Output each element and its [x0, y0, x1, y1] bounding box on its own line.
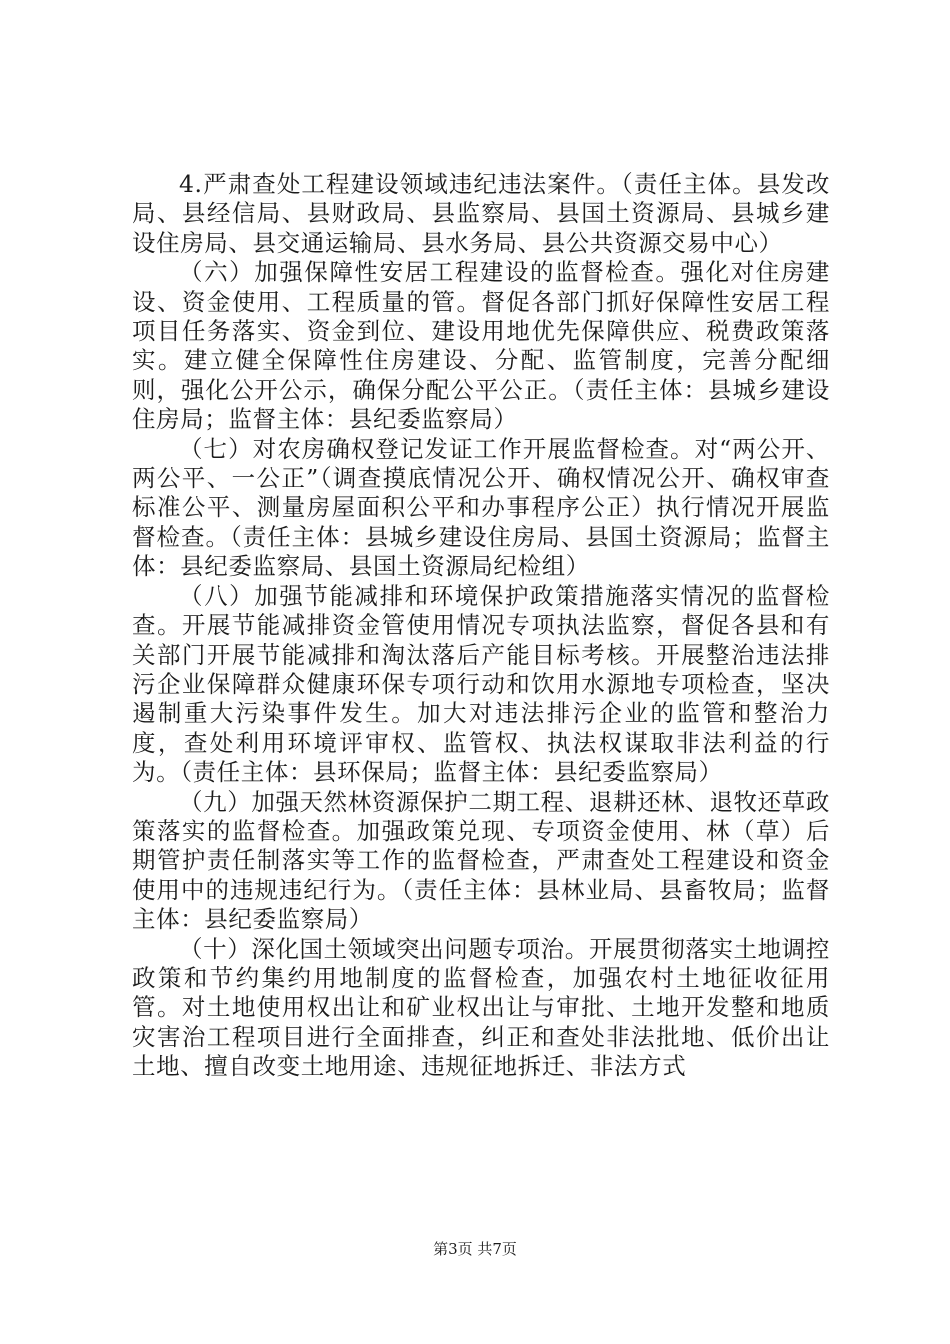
page-number-footer: 第3页 共7页 — [433, 1240, 517, 1258]
paragraph: （七）对农房确权登记发证工作开展监督检查。对“两公开、两公平、一公正”（调查摸底情况公开、确权情况公开、确权审查标准公平、测量房屋面积公平和办事程序公正）执行情况开展监督检查。（责任主体：县城乡建设住房局、县国土资源局；监督主体：县纪委监察局、县国土资源局纪检组） — [132, 434, 830, 581]
document-body — [132, 170, 830, 1082]
paragraph: （八）加强节能减排和环境保护政策措施落实情况的监督检查。开展节能减排资金管使用情况专项执法监察，督促各县和有关部门开展节能减排和淘汰落后产能目标考核。开展整治违法排污企业保障群众健康环保专项行动和饮用水源地专项检查，坚决遏制重大污染事件发生。加大对违法排污企业的监管和整治力度，查处利用环境评审权、监管权、执法权谋取非法利益的行为。（责任主体：县环保局；监督主体：县纪委监察局） — [132, 581, 830, 787]
paragraph: 4.严肃查处工程建设领域违纪违法案件。（责任主体。县发改局、县经信局、县财政局、县监察局、县国土资源局、县城乡建设住房局、县交通运输局、县水务局、县公共资源交易中心） — [132, 170, 830, 257]
paragraph: （六）加强保障性安居工程建设的监督检查。强化对住房建设、资金使用、工程质量的管。督促各部门抓好保障性安居工程项目任务落实、资金到位、建设用地优先保障供应、税费政策落实。建立健全保障性住房建设、分配、监管制度，完善分配细则，强化公开公示，确保分配公平公正。（责任主体：县城乡建设住房局；监督主体：县纪委监察局） — [132, 258, 830, 434]
paragraph: （十）深化国土领域突出问题专项治。开展贯彻落实土地调控政策和节约集约用地制度的监督检查，加强农村土地征收征用管。对土地使用权出让和矿业权出让与审批、土地开发整和地质灾害治工程项目进行全面排查，纠正和查处非法批地、低价出让土地、擅自改变土地用途、违规征地拆迁、非法方式 — [132, 934, 830, 1081]
paragraph: （九）加强天然林资源保护二期工程、退耕还林、退牧还草政策落实的监督检查。加强政策兑现、专项资金使用、林（草）后期管护责任制落实等工作的监督检查，严肃查处工程建设和资金使用中的违规违纪行为。（责任主体：县林业局、县畜牧局；监督主体：县纪委监察局） — [132, 787, 830, 934]
